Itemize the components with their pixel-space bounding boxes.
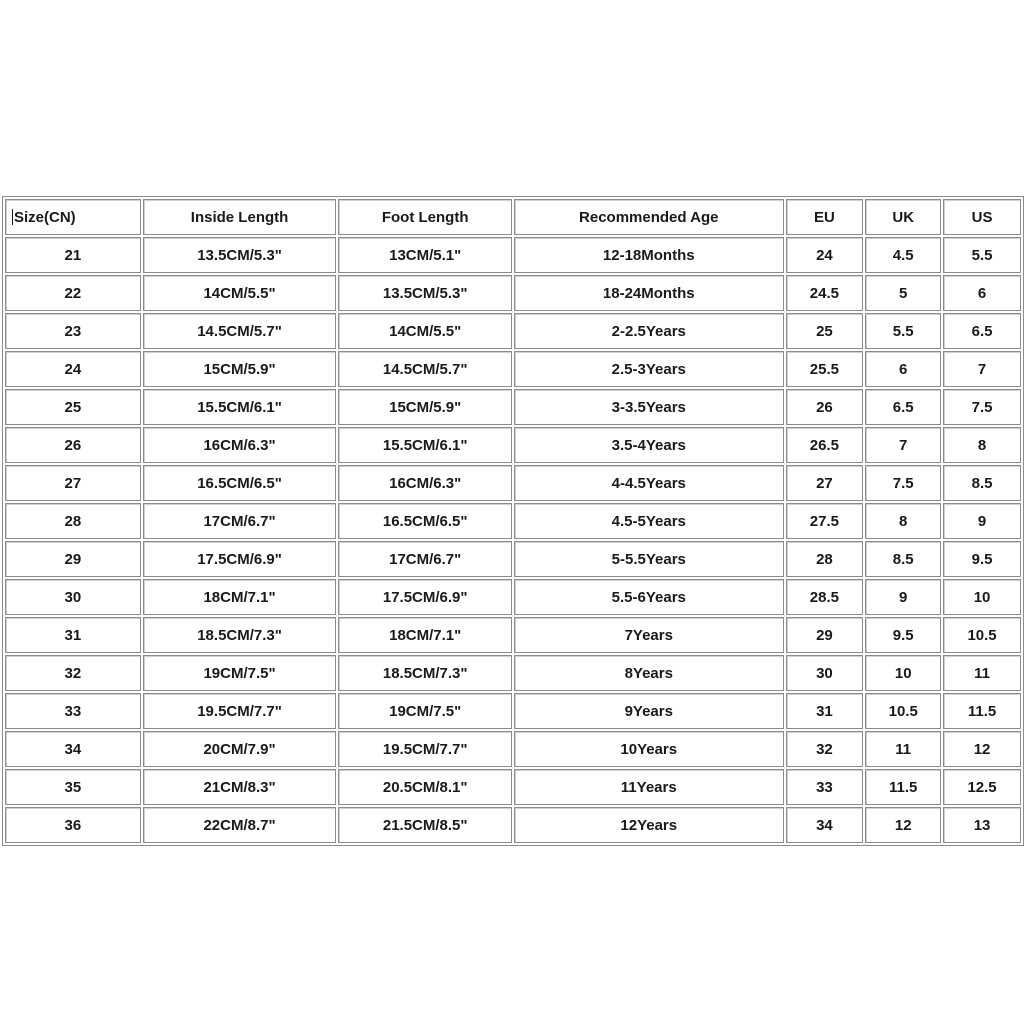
cell-uk: 10 xyxy=(865,655,941,691)
cell-uk: 9.5 xyxy=(865,617,941,653)
cell-foot-length: 19.5CM/7.7" xyxy=(338,731,512,767)
table-row xyxy=(5,351,1021,387)
cell-inside-length: 14.5CM/5.7" xyxy=(143,313,337,349)
cell-inside-length: 20CM/7.9" xyxy=(143,731,337,767)
cell-eu: 24 xyxy=(786,237,864,273)
table-row xyxy=(5,313,1021,349)
cell-uk: 11 xyxy=(865,731,941,767)
cell-eu: 28.5 xyxy=(786,579,864,615)
cell-recommended-age: 12Years xyxy=(514,807,783,843)
cell-recommended-age: 4-4.5Years xyxy=(514,465,783,501)
cell-us: 7 xyxy=(943,351,1021,387)
cell-foot-length: 21.5CM/8.5" xyxy=(338,807,512,843)
cell-recommended-age: 3.5-4Years xyxy=(514,427,783,463)
cell-size-cn: 36 xyxy=(5,807,141,843)
table-row xyxy=(5,731,1021,767)
cell-foot-length: 19CM/7.5" xyxy=(338,693,512,729)
table-row xyxy=(5,389,1021,425)
cell-size-cn: 23 xyxy=(5,313,141,349)
cell-eu: 24.5 xyxy=(786,275,864,311)
cell-foot-length: 15.5CM/6.1" xyxy=(338,427,512,463)
cell-size-cn: 32 xyxy=(5,655,141,691)
cell-recommended-age: 12-18Months xyxy=(514,237,783,273)
cell-inside-length: 15.5CM/6.1" xyxy=(143,389,337,425)
cell-recommended-age: 11Years xyxy=(514,769,783,805)
cell-foot-length: 13.5CM/5.3" xyxy=(338,275,512,311)
cell-us: 12.5 xyxy=(943,769,1021,805)
cell-us: 9 xyxy=(943,503,1021,539)
table-row xyxy=(5,579,1021,615)
table-row xyxy=(5,769,1021,805)
cell-foot-length: 16CM/6.3" xyxy=(338,465,512,501)
cell-inside-length: 16.5CM/6.5" xyxy=(143,465,337,501)
cell-uk: 8.5 xyxy=(865,541,941,577)
header-size-cn: Size(CN) xyxy=(5,199,141,235)
cell-inside-length: 18CM/7.1" xyxy=(143,579,337,615)
table-row xyxy=(5,655,1021,691)
cell-recommended-age: 5-5.5Years xyxy=(514,541,783,577)
cell-size-cn: 26 xyxy=(5,427,141,463)
cell-foot-length: 18.5CM/7.3" xyxy=(338,655,512,691)
cell-us: 10 xyxy=(943,579,1021,615)
cell-uk: 5 xyxy=(865,275,941,311)
cell-inside-length: 17CM/6.7" xyxy=(143,503,337,539)
cell-eu: 31 xyxy=(786,693,864,729)
header-us: US xyxy=(943,199,1021,235)
header-recommended-age: Recommended Age xyxy=(514,199,783,235)
cell-size-cn: 25 xyxy=(5,389,141,425)
cell-uk: 12 xyxy=(865,807,941,843)
cell-recommended-age: 5.5-6Years xyxy=(514,579,783,615)
cell-inside-length: 18.5CM/7.3" xyxy=(143,617,337,653)
cell-eu: 26.5 xyxy=(786,427,864,463)
cell-foot-length: 20.5CM/8.1" xyxy=(338,769,512,805)
cell-eu: 29 xyxy=(786,617,864,653)
table-row xyxy=(5,237,1021,273)
cell-size-cn: 22 xyxy=(5,275,141,311)
cell-eu: 28 xyxy=(786,541,864,577)
table-row xyxy=(5,427,1021,463)
cell-size-cn: 30 xyxy=(5,579,141,615)
cell-recommended-age: 2.5-3Years xyxy=(514,351,783,387)
header-inside-length: Inside Length xyxy=(143,199,337,235)
cell-recommended-age: 3-3.5Years xyxy=(514,389,783,425)
cell-uk: 6 xyxy=(865,351,941,387)
cell-eu: 27 xyxy=(786,465,864,501)
cell-eu: 25 xyxy=(786,313,864,349)
cell-foot-length: 14.5CM/5.7" xyxy=(338,351,512,387)
cell-eu: 32 xyxy=(786,731,864,767)
cell-uk: 8 xyxy=(865,503,941,539)
table-body xyxy=(5,237,1021,843)
cell-us: 12 xyxy=(943,731,1021,767)
cell-foot-length: 13CM/5.1" xyxy=(338,237,512,273)
text-cursor xyxy=(12,209,13,225)
table-row xyxy=(5,541,1021,577)
cell-inside-length: 16CM/6.3" xyxy=(143,427,337,463)
cell-size-cn: 28 xyxy=(5,503,141,539)
cell-foot-length: 17.5CM/6.9" xyxy=(338,579,512,615)
cell-foot-length: 14CM/5.5" xyxy=(338,313,512,349)
cell-eu: 26 xyxy=(786,389,864,425)
cell-eu: 30 xyxy=(786,655,864,691)
cell-foot-length: 15CM/5.9" xyxy=(338,389,512,425)
cell-size-cn: 21 xyxy=(5,237,141,273)
table-row xyxy=(5,465,1021,501)
table-row xyxy=(5,503,1021,539)
header-foot-length: Foot Length xyxy=(338,199,512,235)
cell-recommended-age: 2-2.5Years xyxy=(514,313,783,349)
cell-size-cn: 29 xyxy=(5,541,141,577)
header-eu: EU xyxy=(786,199,864,235)
cell-us: 8 xyxy=(943,427,1021,463)
cell-us: 6 xyxy=(943,275,1021,311)
cell-foot-length: 17CM/6.7" xyxy=(338,541,512,577)
cell-foot-length: 16.5CM/6.5" xyxy=(338,503,512,539)
table-row xyxy=(5,807,1021,843)
cell-recommended-age: 8Years xyxy=(514,655,783,691)
cell-eu: 33 xyxy=(786,769,864,805)
cell-inside-length: 14CM/5.5" xyxy=(143,275,337,311)
cell-recommended-age: 7Years xyxy=(514,617,783,653)
cell-inside-length: 17.5CM/6.9" xyxy=(143,541,337,577)
cell-recommended-age: 4.5-5Years xyxy=(514,503,783,539)
cell-inside-length: 19CM/7.5" xyxy=(143,655,337,691)
cell-uk: 5.5 xyxy=(865,313,941,349)
cell-us: 11 xyxy=(943,655,1021,691)
cell-inside-length: 19.5CM/7.7" xyxy=(143,693,337,729)
cell-us: 13 xyxy=(943,807,1021,843)
cell-us: 8.5 xyxy=(943,465,1021,501)
cell-size-cn: 31 xyxy=(5,617,141,653)
cell-inside-length: 21CM/8.3" xyxy=(143,769,337,805)
cell-uk: 9 xyxy=(865,579,941,615)
cell-us: 9.5 xyxy=(943,541,1021,577)
table-row xyxy=(5,693,1021,729)
cell-uk: 11.5 xyxy=(865,769,941,805)
cell-uk: 7.5 xyxy=(865,465,941,501)
table-row xyxy=(5,275,1021,311)
cell-size-cn: 33 xyxy=(5,693,141,729)
cell-inside-length: 15CM/5.9" xyxy=(143,351,337,387)
cell-size-cn: 35 xyxy=(5,769,141,805)
table-row xyxy=(5,617,1021,653)
cell-recommended-age: 10Years xyxy=(514,731,783,767)
cell-uk: 6.5 xyxy=(865,389,941,425)
table-header-row xyxy=(5,199,1021,235)
cell-size-cn: 27 xyxy=(5,465,141,501)
cell-foot-length: 18CM/7.1" xyxy=(338,617,512,653)
cell-size-cn: 24 xyxy=(5,351,141,387)
cell-uk: 4.5 xyxy=(865,237,941,273)
cell-eu: 27.5 xyxy=(786,503,864,539)
cell-uk: 10.5 xyxy=(865,693,941,729)
cell-eu: 34 xyxy=(786,807,864,843)
cell-size-cn: 34 xyxy=(5,731,141,767)
cell-recommended-age: 9Years xyxy=(514,693,783,729)
size-chart-table xyxy=(2,196,1024,846)
cell-us: 7.5 xyxy=(943,389,1021,425)
cell-inside-length: 13.5CM/5.3" xyxy=(143,237,337,273)
cell-uk: 7 xyxy=(865,427,941,463)
cell-us: 5.5 xyxy=(943,237,1021,273)
cell-eu: 25.5 xyxy=(786,351,864,387)
cell-us: 11.5 xyxy=(943,693,1021,729)
cell-us: 10.5 xyxy=(943,617,1021,653)
cell-us: 6.5 xyxy=(943,313,1021,349)
header-uk: UK xyxy=(865,199,941,235)
cell-recommended-age: 18-24Months xyxy=(514,275,783,311)
cell-inside-length: 22CM/8.7" xyxy=(143,807,337,843)
